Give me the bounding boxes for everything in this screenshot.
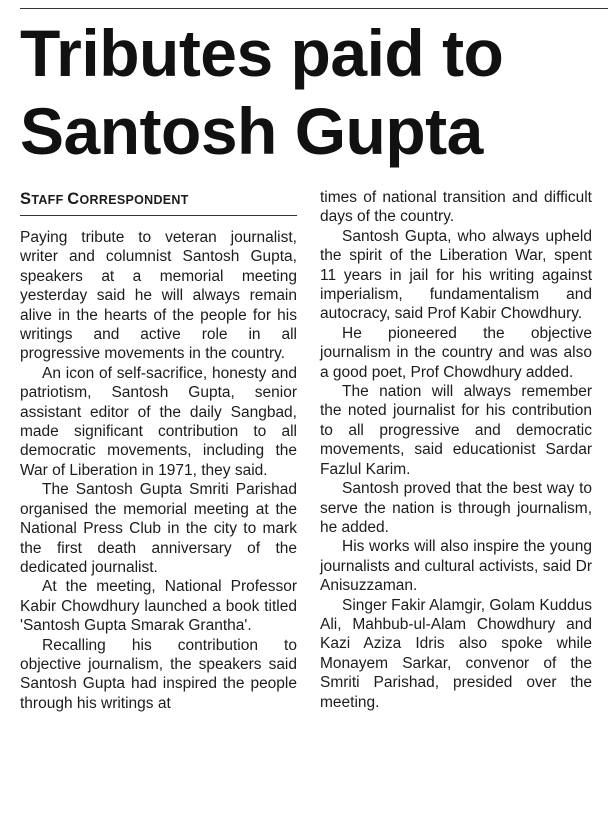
headline-line-1: Tributes paid to [20,16,504,90]
byline [20,189,297,216]
headline [20,14,610,170]
paragraph: He pioneered the objective journalism in the country and was also a good poet, Prof Chowdhury added. [320,324,592,381]
byline-initial-s: S [20,190,32,208]
article-column-right [320,188,592,712]
paragraph: Paying tribute to veteran journalist, writer and columnist Santosh Gupta, speakers at a memorial meeting yesterday said he will always remain alive in the hearts of the people for his writings and active role in all progressive movements in the country. [20,229,297,363]
article-column-left [20,189,297,713]
paragraph: An icon of self-sacrifice, honesty and patriotism, Santosh Gupta, senior assistant editor of the daily Sangbad, made significant contribution to all democratic movements, including the War of Liberation in 1971, they said. [20,364,297,479]
headline-line-2: Santosh Gupta [20,94,483,168]
paragraph: Santosh Gupta, who always upheld the spirit of the Liberation War, spent 11 years in jail for his writing against imperialism, fundamentalism and autocracy, said Prof Kabir Chowdhury. [320,227,592,323]
byline-initial-c: C [67,190,80,208]
paragraph: Recalling his contribution to objective journalism, the speakers said Santosh Gupta had inspired the people through his writings at [20,636,297,712]
paragraph: Santosh proved that the best way to serve the nation is through journalism, he added. [320,480,592,536]
paragraph: The nation will always remember the noted journalist for his contribution to all progressive and democratic movements, said educationist Sardar Fazlul Karim. [320,383,592,478]
paragraph: Singer Fakir Alamgir, Golam Kuddus Ali, Mahbub-ul-Alam Chowdhury and Kazi Aziza Idris also spoke while Monayem Sarkar, convenor of the Smriti Parishad, presided over the meeting. [320,596,592,711]
paragraph: His works will also inspire the young journalists and cultural activists, said Dr Anisuzzaman. [320,538,592,595]
paragraph: At the meeting, National Professor Kabir Chowdhury launched a book titled 'Santosh Gupta Smarak Grantha'. [20,578,297,635]
top-rule [20,8,608,9]
byline-rest-staff: TAFF [31,193,68,207]
byline-rest-correspondent: ORRESPONDENT [79,193,189,207]
paragraph: The Santosh Gupta Smriti Parishad organised the memorial meeting at the National Press Club in the city to mark the first death anniversary of the dedicated journalist. [20,481,297,576]
paragraph: times of national transition and difficult days of the country. [320,189,592,226]
